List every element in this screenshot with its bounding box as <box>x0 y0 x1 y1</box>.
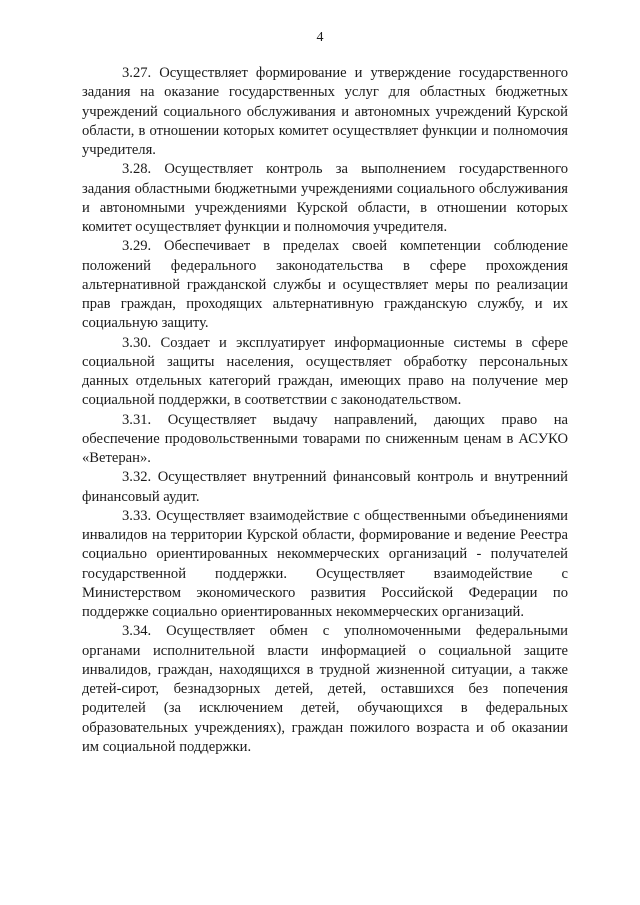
page-number: 4 <box>316 30 324 45</box>
paragraph-3-31: 3.31. Осуществляет выдачу направлений, дающих право на обеспечение продовольственными товарами по сниженным ценам в АСУКО «Ветеран». <box>82 411 568 466</box>
paragraph-3-27: 3.27. Осуществляет формирование и утверждение государственного задания на оказание государственных услуг для областных бюджетных учреждений социального обслуживания и автономных учреждений Курской области, в отношении которых комитет осуществляет функции и полномочия учредителя. <box>82 65 568 158</box>
paragraph-3-28: 3.28. Осуществляет контроль за выполнением государственного задания областными бюджетными учреждениями социального обслуживания и автономными учреждениями Курской области, в отношении которых комитет осуществляет функции и полномочия учредителя. <box>82 161 568 235</box>
document-body <box>82 64 568 757</box>
paragraph-3-33: 3.33. Осуществляет взаимодействие с общественными объединениями инвалидов на территории Курской области, формирование и ведение Реестра социально ориентированных некоммерческих организаций - получателей государственной поддержки. Осуществляет взаимодействие с Министерством экономического развития Российской Федерации по поддержке социально ориентированных некоммерческих организаций. <box>82 507 568 620</box>
paragraph-3-30: 3.30. Создает и эксплуатирует информационные системы в сфере социальной защиты населения, осуществляет обработку персональных данных отдельных категорий граждан, имеющих право на получение мер социальной поддержки, в соответствии с законодательством. <box>82 334 568 409</box>
paragraph-3-32: 3.32. Осуществляет внутренний финансовый контроль и внутренний финансовый аудит. <box>82 469 568 505</box>
paragraph-3-34: 3.34. Осуществляет обмен с уполномоченными федеральными органами исполнительной власти информацией о социальной защите инвалидов, граждан, находящихся в трудной жизненной ситуации, а также детей-сирот, безнадзорных детей, детей, оставшихся без попечения родителей (за исключением детей, обучающихся в федеральных образовательных учреждениях), граждан пожилого возраста и об оказании им социальной поддержки. <box>82 623 568 755</box>
paragraph-3-29: 3.29. Обеспечивает в пределах своей компетенции соблюдение положений федерального законодательства в сфере прохождения альтернативной гражданской службы и осуществляет меры по реализации прав граждан, проходящих альтернативную гражданскую службу, и их социальную защиту. <box>82 238 568 332</box>
